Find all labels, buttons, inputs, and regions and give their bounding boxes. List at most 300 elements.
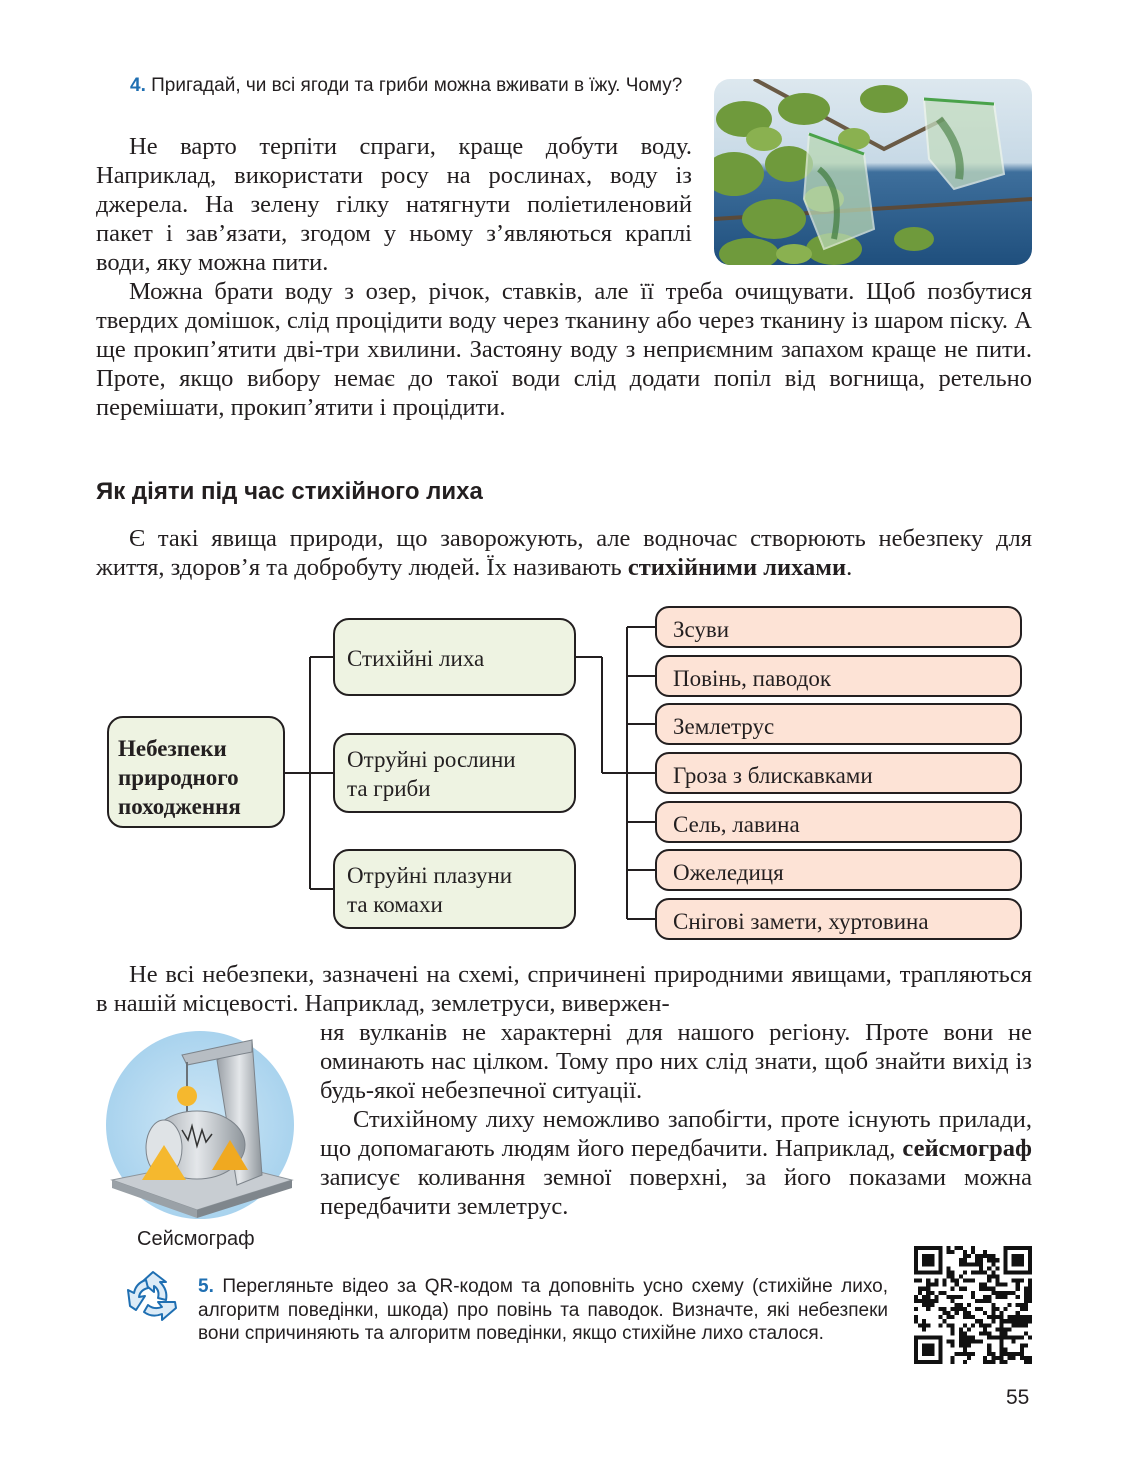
seismograph-illustration [102, 1030, 302, 1220]
qr-module [967, 1303, 971, 1307]
qr-module [1020, 1319, 1024, 1323]
qr-module [947, 1315, 951, 1319]
diagram-root-box [107, 716, 285, 828]
qr-module [995, 1307, 999, 1311]
qr-module [971, 1336, 975, 1340]
qr-module [995, 1291, 999, 1295]
disaster-label: Снігові замети, хуртовина [673, 909, 929, 934]
qr-module [967, 1327, 971, 1331]
qr-module [1028, 1299, 1032, 1303]
qr-module [1004, 1360, 1008, 1364]
qr-module [951, 1250, 955, 1254]
qr-module [999, 1331, 1003, 1335]
qr-module [963, 1307, 967, 1311]
paragraph-hazards-region [96, 960, 1032, 1018]
qr-module [987, 1315, 991, 1319]
qr-module [1020, 1352, 1024, 1356]
qr-module [963, 1352, 967, 1356]
qr-module [951, 1315, 955, 1319]
qr-module [999, 1348, 1003, 1352]
qr-module [942, 1319, 946, 1323]
qr-module [963, 1258, 967, 1262]
qr-module [987, 1331, 991, 1335]
qr-module [926, 1307, 930, 1311]
qr-module [1004, 1336, 1008, 1340]
qr-module [959, 1274, 963, 1278]
qr-module [914, 1295, 918, 1299]
qr-module [1028, 1319, 1032, 1323]
qr-module [947, 1266, 951, 1270]
question-text: Пригадай, чи всі ягоди та гриби можна вживати в їжу. Чому? [151, 75, 683, 96]
qr-module [979, 1283, 983, 1287]
qr-module [979, 1254, 983, 1258]
section-heading: Як діяти під час стихійного лиха [96, 478, 483, 505]
qr-module [963, 1340, 967, 1344]
qr-module [1020, 1356, 1024, 1360]
qr-module [922, 1327, 926, 1331]
diagram-box-poisonous-plants [333, 733, 576, 813]
qr-module [942, 1291, 946, 1295]
qr-module [1008, 1291, 1012, 1295]
qr-module [926, 1283, 930, 1287]
qr-module [914, 1279, 918, 1283]
qr-module [1016, 1303, 1020, 1307]
qr-module [967, 1315, 971, 1319]
qr-module [975, 1319, 979, 1323]
question-number: 4. [130, 75, 146, 96]
qr-module [1020, 1315, 1024, 1319]
qr-module [975, 1254, 979, 1258]
qr-module [955, 1311, 959, 1315]
qr-module [1004, 1352, 1008, 1356]
qr-module [1008, 1319, 1012, 1323]
qr-module [967, 1311, 971, 1315]
qr-module [955, 1352, 959, 1356]
qr-module [959, 1352, 963, 1356]
paragraph-find-water: Не варто терпіти спраги, краще добути воду. Наприклад, використати росу на рослинах, воду із джерела. На зелену гілку натягнути поліетиленовий пакет і зав’язати, згодом у ньому з’являються краплі води, яку можна пити. [96, 133, 692, 276]
qr-module [951, 1299, 955, 1303]
question-4 [130, 74, 700, 98]
qr-module [987, 1352, 991, 1356]
poisonous-reptiles-line-2: та комахи [347, 892, 443, 917]
qr-module [963, 1323, 967, 1327]
qr-module [959, 1303, 963, 1307]
qr-module [991, 1311, 995, 1315]
qr-module [926, 1323, 930, 1327]
qr-module [967, 1356, 971, 1360]
qr-module [999, 1360, 1003, 1364]
qr-module [955, 1279, 959, 1283]
qr-module [1024, 1307, 1028, 1311]
qr-module [938, 1323, 942, 1327]
qr-module [1012, 1323, 1016, 1327]
qr-module [991, 1356, 995, 1360]
qr-module [1024, 1291, 1028, 1295]
qr-module [914, 1299, 918, 1303]
seismograph-text-start: Стихійному лиху неможливо запобігти, проте існують прилади, що допомагають людям його передбачити. Наприклад, [320, 1106, 1032, 1162]
qr-module [979, 1262, 983, 1266]
disaster-label: Гроза з блискавками [673, 763, 873, 788]
question-text: Перегляньте відео за QR-кодом та доповніть усно схему (стихійне лихо, алгоритм поведінки, шкода) про повінь та паводок. Визначте, які небезпеки вони спричиняють та алгоритм поведінки, якщо стихійне лихо сталося. [198, 1276, 888, 1344]
qr-module [959, 1262, 963, 1266]
qr-module [1016, 1315, 1020, 1319]
poisonous-reptiles-line-1: Отруйні плазуни [347, 863, 513, 888]
qr-module [934, 1279, 938, 1283]
qr-module [938, 1315, 942, 1319]
qr-module [999, 1283, 1003, 1287]
qr-module [938, 1291, 942, 1295]
qr-module [963, 1344, 967, 1348]
qr-module [991, 1352, 995, 1356]
qr-module [951, 1307, 955, 1311]
poisonous-plants-line-1: Отруйні рослини [347, 747, 516, 772]
qr-module [1008, 1336, 1012, 1340]
question-number: 5. [198, 1276, 214, 1297]
cycle-arrows-icon [122, 1268, 184, 1330]
page-number: 55 [1006, 1386, 1030, 1409]
qr-module [991, 1287, 995, 1291]
qr-module [967, 1254, 971, 1258]
qr-module [995, 1266, 999, 1270]
qr-module [995, 1356, 999, 1360]
qr-module [959, 1331, 963, 1335]
qr-module [1024, 1303, 1028, 1307]
qr-module [926, 1291, 930, 1295]
qr-module [1004, 1283, 1008, 1287]
qr-module [1004, 1327, 1008, 1331]
qr-module [987, 1299, 991, 1303]
qr-module [983, 1323, 987, 1327]
qr-module [1028, 1360, 1032, 1364]
qr-module [987, 1279, 991, 1283]
qr-module [1016, 1319, 1020, 1323]
qr-module [1008, 1327, 1012, 1331]
diagram-box-poisonous-reptiles [333, 849, 576, 929]
qr-module [1008, 1356, 1012, 1360]
qr-module [995, 1336, 999, 1340]
qr-module [971, 1295, 975, 1299]
qr-module [947, 1323, 951, 1327]
qr-module [1008, 1352, 1012, 1356]
qr-module [951, 1344, 955, 1348]
qr-module [999, 1344, 1003, 1348]
qr-module [1004, 1348, 1008, 1352]
qr-module [1016, 1352, 1020, 1356]
hazards-region-text: Не всі небезпеки, зазначені на схемі, спричинені природними явищами, трапляються в нашій місцевості. Наприклад, землетруси, вивержен- [96, 961, 1032, 1017]
qr-module [926, 1295, 930, 1299]
qr-module [926, 1279, 930, 1283]
paragraph-hazards-continue: ня вулканів не характерні для нашого регіону. Проте вони не оминають нас цілком. Тому про них слід знати, щоб знайти вихід із будь-якої небезпечної ситуації. [320, 1019, 1032, 1104]
qr-module [951, 1279, 955, 1283]
qr-module [991, 1258, 995, 1262]
qr-module [963, 1250, 967, 1254]
qr-module [991, 1254, 995, 1258]
qr-module [930, 1303, 934, 1307]
qr-module [1020, 1323, 1024, 1327]
qr-finder [922, 1254, 934, 1266]
qr-module [1028, 1283, 1032, 1287]
qr-module [971, 1250, 975, 1254]
qr-module [971, 1270, 975, 1274]
qr-module [983, 1283, 987, 1287]
qr-module [999, 1352, 1003, 1356]
qr-module [1024, 1360, 1028, 1364]
qr-module [922, 1303, 926, 1307]
qr-module [963, 1348, 967, 1352]
qr-module [926, 1299, 930, 1303]
qr-module [991, 1319, 995, 1323]
qr-finder [1012, 1254, 1024, 1266]
qr-module [922, 1299, 926, 1303]
seismograph-text-end: записує коливання земної поверхні, за його показами можна передбачити землетрус. [320, 1164, 1032, 1220]
qr-module [922, 1287, 926, 1291]
qr-module [951, 1327, 955, 1331]
qr-module [987, 1344, 991, 1348]
qr-module [1016, 1323, 1020, 1327]
qr-module [963, 1336, 967, 1340]
qr-module [918, 1323, 922, 1327]
qr-module [999, 1291, 1003, 1295]
qr-module [983, 1360, 987, 1364]
intro-term: стихійними лихами [627, 554, 847, 581]
qr-module [987, 1287, 991, 1291]
qr-module [971, 1262, 975, 1266]
qr-module [963, 1315, 967, 1319]
qr-module [1008, 1303, 1012, 1307]
qr-module [971, 1352, 975, 1356]
qr-module [987, 1336, 991, 1340]
qr-module [1020, 1348, 1024, 1352]
qr-module [967, 1262, 971, 1266]
qr-module [967, 1352, 971, 1356]
qr-module [1016, 1287, 1020, 1291]
qr-module [983, 1270, 987, 1274]
qr-module [1012, 1356, 1016, 1360]
qr-module [979, 1258, 983, 1262]
qr-module [947, 1340, 951, 1344]
qr-module [959, 1246, 963, 1250]
qr-module [999, 1327, 1003, 1331]
disaster-label: Зсуви [673, 617, 730, 642]
qr-module [983, 1287, 987, 1291]
qr-module [987, 1274, 991, 1278]
qr-module [1020, 1307, 1024, 1311]
qr-module [995, 1283, 999, 1287]
qr-module [951, 1356, 955, 1360]
qr-module [991, 1307, 995, 1311]
qr-module [995, 1274, 999, 1278]
qr-module [947, 1311, 951, 1315]
qr-module [942, 1307, 946, 1311]
question-5 [198, 1275, 888, 1346]
qr-module [1028, 1291, 1032, 1295]
photo-water-bag-on-branch [714, 79, 1032, 265]
qr-module [1004, 1295, 1008, 1299]
qr-module [914, 1319, 918, 1323]
qr-module [959, 1344, 963, 1348]
disaster-thunderstorm [655, 752, 1022, 794]
disaster-landslides [655, 606, 1022, 648]
qr-module [975, 1340, 979, 1344]
disaster-label: Сель, лавина [673, 812, 800, 837]
qr-module [971, 1323, 975, 1327]
qr-module [979, 1323, 983, 1327]
qr-module [1028, 1315, 1032, 1319]
qr-module [1028, 1295, 1032, 1299]
qr-module [1024, 1323, 1028, 1327]
disaster-ice [655, 849, 1022, 891]
qr-module [1012, 1340, 1016, 1344]
natural-disasters-label: Стихійні лиха [347, 646, 485, 671]
qr-module [942, 1279, 946, 1283]
qr-module [1008, 1315, 1012, 1319]
qr-module [983, 1254, 987, 1258]
qr-code[interactable] [914, 1246, 1032, 1364]
qr-module [991, 1262, 995, 1266]
qr-module [987, 1323, 991, 1327]
qr-module [914, 1307, 918, 1311]
qr-module [991, 1274, 995, 1278]
qr-module [1020, 1279, 1024, 1283]
qr-module [983, 1250, 987, 1254]
qr-module [1028, 1287, 1032, 1291]
qr-module [999, 1311, 1003, 1315]
qr-module [1020, 1336, 1024, 1340]
disaster-earthquake [655, 703, 1022, 745]
qr-module [971, 1279, 975, 1283]
qr-module [947, 1246, 951, 1250]
qr-module [951, 1274, 955, 1278]
qr-module [987, 1348, 991, 1352]
qr-module [942, 1283, 946, 1287]
qr-module [959, 1336, 963, 1340]
qr-module [930, 1283, 934, 1287]
qr-module [987, 1266, 991, 1270]
qr-module [963, 1279, 967, 1283]
qr-module [975, 1307, 979, 1311]
disaster-label: Повінь, паводок [673, 666, 832, 691]
qr-module [951, 1287, 955, 1291]
qr-module [951, 1360, 955, 1364]
qr-module [918, 1287, 922, 1291]
qr-module [1024, 1287, 1028, 1291]
qr-module [963, 1254, 967, 1258]
qr-module [959, 1327, 963, 1331]
diagram-box-natural-disasters [333, 618, 576, 696]
qr-module [1024, 1331, 1028, 1335]
qr-module [995, 1258, 999, 1262]
qr-module [979, 1270, 983, 1274]
qr-module [971, 1340, 975, 1344]
qr-module [934, 1295, 938, 1299]
disaster-flood [655, 655, 1022, 697]
qr-module [1020, 1303, 1024, 1307]
qr-module [991, 1303, 995, 1307]
root-line-3: походження [118, 794, 241, 819]
qr-module [963, 1360, 967, 1364]
qr-module [934, 1283, 938, 1287]
qr-module [979, 1266, 983, 1270]
qr-module [922, 1295, 926, 1299]
qr-module [963, 1311, 967, 1315]
qr-module [983, 1327, 987, 1331]
qr-module [942, 1311, 946, 1315]
figure-caption: Сейсмограф [137, 1228, 255, 1250]
qr-module [991, 1270, 995, 1274]
qr-module [926, 1287, 930, 1291]
qr-module [955, 1283, 959, 1287]
qr-module [983, 1331, 987, 1335]
qr-module [922, 1323, 926, 1327]
qr-module [918, 1291, 922, 1295]
seismograph-term: сейсмограф [902, 1135, 1032, 1162]
qr-module [999, 1323, 1003, 1327]
qr-module [1020, 1344, 1024, 1348]
root-line-2: природного [118, 765, 239, 790]
qr-module [1004, 1331, 1008, 1335]
qr-module [1016, 1311, 1020, 1315]
qr-module [999, 1319, 1003, 1323]
qr-module [979, 1307, 983, 1311]
qr-module [955, 1307, 959, 1311]
qr-module [999, 1356, 1003, 1360]
qr-module [987, 1360, 991, 1364]
qr-module [967, 1279, 971, 1283]
qr-module [971, 1291, 975, 1295]
qr-module [967, 1344, 971, 1348]
disaster-mudflow-avalanche [655, 801, 1022, 843]
qr-module [959, 1287, 963, 1291]
qr-module [1024, 1295, 1028, 1299]
qr-module [1012, 1352, 1016, 1356]
qr-module [930, 1291, 934, 1295]
qr-module [1028, 1336, 1032, 1340]
paragraph-intro-disasters [96, 524, 1032, 582]
intro-text: Є такі явища природи, що заворожують, але водночас створюють небезпеку для життя, здоров’я та добробуту людей. Їх називають [96, 525, 1032, 581]
paragraph-seismograph [320, 1105, 1032, 1221]
qr-module [971, 1315, 975, 1319]
qr-module [999, 1340, 1003, 1344]
qr-module [914, 1315, 918, 1319]
qr-module [1012, 1291, 1016, 1295]
qr-module [959, 1295, 963, 1299]
qr-module [1024, 1319, 1028, 1323]
qr-module [975, 1270, 979, 1274]
qr-module [938, 1307, 942, 1311]
qr-module [999, 1315, 1003, 1319]
qr-module [918, 1279, 922, 1283]
qr-module [979, 1331, 983, 1335]
qr-module [1016, 1279, 1020, 1283]
qr-module [1024, 1356, 1028, 1360]
qr-module [947, 1250, 951, 1254]
qr-module [934, 1299, 938, 1303]
qr-module [1016, 1336, 1020, 1340]
qr-module [1012, 1279, 1016, 1283]
qr-module [959, 1258, 963, 1262]
qr-module [999, 1336, 1003, 1340]
qr-module [918, 1299, 922, 1303]
qr-module [979, 1340, 983, 1344]
disaster-snowstorm [655, 898, 1022, 940]
qr-module [959, 1340, 963, 1344]
qr-module [1004, 1291, 1008, 1295]
qr-module [987, 1254, 991, 1258]
qr-module [1004, 1319, 1008, 1323]
qr-module [1012, 1336, 1016, 1340]
root-line-1: Небезпеки [118, 736, 227, 761]
qr-module [975, 1299, 979, 1303]
